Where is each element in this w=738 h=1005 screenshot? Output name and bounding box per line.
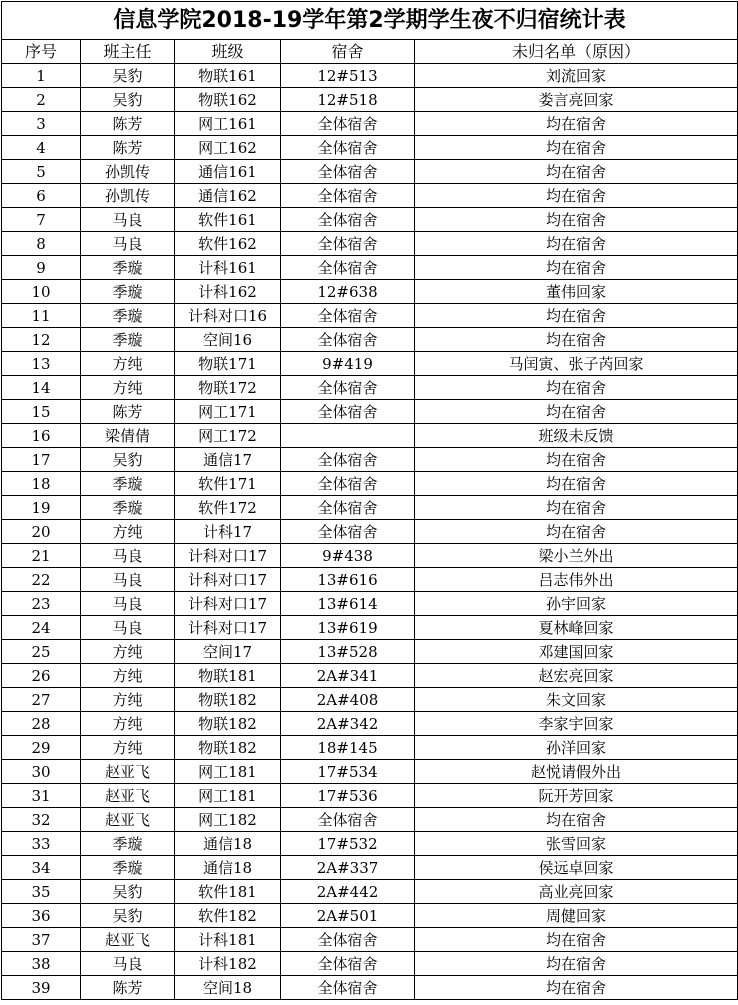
table-row xyxy=(2,112,738,136)
index-cell[interactable]: 10 xyxy=(2,280,81,304)
absent-list-cell[interactable]: 均在宿舍 xyxy=(415,496,738,520)
class-cell[interactable]: 通信18 xyxy=(175,856,281,880)
absent-list-cell[interactable]: 均在宿舍 xyxy=(415,400,738,424)
index-cell[interactable]: 3 xyxy=(2,112,81,136)
head-teacher-cell[interactable]: 马良 xyxy=(81,208,175,232)
head-teacher-cell[interactable]: 季璇 xyxy=(81,472,175,496)
table-row xyxy=(2,784,738,808)
absent-list-cell[interactable]: 均在宿舍 xyxy=(415,448,738,472)
index-cell[interactable]: 36 xyxy=(2,904,81,928)
head-teacher-cell[interactable]: 陈芳 xyxy=(81,400,175,424)
table-row xyxy=(2,592,738,616)
table-row xyxy=(2,928,738,952)
class-cell[interactable]: 计科对口17 xyxy=(175,544,281,568)
table-row xyxy=(2,880,738,904)
absent-list-cell[interactable]: 均在宿舍 xyxy=(415,928,738,952)
absent-list-cell[interactable]: 赵宏亮回家 xyxy=(415,664,738,688)
index-cell[interactable]: 2 xyxy=(2,88,81,112)
absent-list-cell[interactable]: 均在宿舍 xyxy=(415,112,738,136)
dorm-cell[interactable]: 全体宿舍 xyxy=(281,400,415,424)
class-cell[interactable]: 物联161 xyxy=(175,64,281,88)
class-cell[interactable]: 软件162 xyxy=(175,232,281,256)
table-row xyxy=(2,376,738,400)
absent-list-cell[interactable]: 均在宿舍 xyxy=(415,232,738,256)
head-teacher-cell[interactable]: 方纯 xyxy=(81,352,175,376)
class-cell[interactable]: 空间17 xyxy=(175,640,281,664)
class-cell[interactable]: 物联171 xyxy=(175,352,281,376)
index-cell[interactable]: 12 xyxy=(2,328,81,352)
class-cell[interactable]: 计科161 xyxy=(175,256,281,280)
class-cell[interactable]: 网工181 xyxy=(175,784,281,808)
head-teacher-cell[interactable]: 孙凯传 xyxy=(81,184,175,208)
absent-list-cell[interactable]: 均在宿舍 xyxy=(415,208,738,232)
header-cell-absent-list[interactable]: 未归名单（原因） xyxy=(415,40,738,64)
head-teacher-cell[interactable]: 季璇 xyxy=(81,496,175,520)
table-row xyxy=(2,136,738,160)
index-cell[interactable]: 33 xyxy=(2,832,81,856)
index-cell[interactable]: 31 xyxy=(2,784,81,808)
table-row xyxy=(2,184,738,208)
absent-list-cell[interactable]: 阮开芳回家 xyxy=(415,784,738,808)
table-row xyxy=(2,352,738,376)
head-teacher-cell[interactable]: 赵亚飞 xyxy=(81,928,175,952)
dorm-cell[interactable] xyxy=(281,424,415,448)
head-teacher-cell[interactable]: 方纯 xyxy=(81,736,175,760)
head-teacher-cell[interactable]: 方纯 xyxy=(81,664,175,688)
table-row xyxy=(2,496,738,520)
class-cell[interactable]: 计科对口17 xyxy=(175,592,281,616)
index-cell[interactable]: 9 xyxy=(2,256,81,280)
header-cell-index[interactable]: 序号 xyxy=(2,40,81,64)
head-teacher-cell[interactable]: 方纯 xyxy=(81,376,175,400)
index-cell[interactable]: 19 xyxy=(2,496,81,520)
dorm-cell[interactable]: 2A#337 xyxy=(281,856,415,880)
table-title[interactable]: 信息学院2018-19学年第2学期学生夜不归宿统计表 xyxy=(2,2,738,40)
table-row xyxy=(2,208,738,232)
dorm-cell[interactable]: 12#638 xyxy=(281,280,415,304)
spreadsheet-sheet xyxy=(0,1,738,1005)
absent-list-cell[interactable]: 周健回家 xyxy=(415,904,738,928)
index-cell[interactable]: 6 xyxy=(2,184,81,208)
absent-list-cell[interactable]: 均在宿舍 xyxy=(415,136,738,160)
index-cell[interactable]: 20 xyxy=(2,520,81,544)
head-teacher-cell[interactable]: 季璇 xyxy=(81,256,175,280)
class-cell[interactable]: 物联172 xyxy=(175,376,281,400)
head-teacher-cell[interactable]: 马良 xyxy=(81,952,175,976)
dorm-cell[interactable]: 18#145 xyxy=(281,736,415,760)
dorm-cell[interactable]: 全体宿舍 xyxy=(281,112,415,136)
header-row xyxy=(2,40,738,64)
absent-list-cell[interactable]: 均在宿舍 xyxy=(415,472,738,496)
header-cell-dorm[interactable]: 宿舍 xyxy=(281,40,415,64)
dorm-cell[interactable]: 全体宿舍 xyxy=(281,184,415,208)
table-row xyxy=(2,760,738,784)
title-row xyxy=(2,2,738,40)
header-cell-class[interactable]: 班级 xyxy=(175,40,281,64)
head-teacher-cell[interactable]: 方纯 xyxy=(81,712,175,736)
dorm-cell[interactable]: 17#536 xyxy=(281,784,415,808)
dorm-cell[interactable]: 13#614 xyxy=(281,592,415,616)
index-cell[interactable]: 4 xyxy=(2,136,81,160)
index-cell[interactable]: 11 xyxy=(2,304,81,328)
dorm-cell[interactable]: 17#532 xyxy=(281,832,415,856)
dorm-cell[interactable]: 全体宿舍 xyxy=(281,976,415,1000)
dorm-cell[interactable]: 13#619 xyxy=(281,616,415,640)
index-cell[interactable]: 7 xyxy=(2,208,81,232)
absent-list-cell[interactable]: 娄言亮回家 xyxy=(415,88,738,112)
head-teacher-cell[interactable]: 陈芳 xyxy=(81,136,175,160)
dorm-cell[interactable]: 全体宿舍 xyxy=(281,808,415,832)
index-cell[interactable]: 24 xyxy=(2,616,81,640)
absent-list-cell[interactable]: 吕志伟外出 xyxy=(415,568,738,592)
index-cell[interactable]: 16 xyxy=(2,424,81,448)
dorm-cell[interactable]: 全体宿舍 xyxy=(281,472,415,496)
index-cell[interactable]: 37 xyxy=(2,928,81,952)
index-cell[interactable]: 18 xyxy=(2,472,81,496)
table-body xyxy=(2,64,738,1000)
head-teacher-cell[interactable]: 孙凯传 xyxy=(81,160,175,184)
class-cell[interactable]: 空间18 xyxy=(175,976,281,1000)
index-cell[interactable]: 27 xyxy=(2,688,81,712)
head-teacher-cell[interactable]: 赵亚飞 xyxy=(81,784,175,808)
dorm-cell[interactable]: 全体宿舍 xyxy=(281,376,415,400)
table-row xyxy=(2,808,738,832)
class-cell[interactable]: 计科182 xyxy=(175,952,281,976)
table-row xyxy=(2,712,738,736)
index-cell[interactable]: 32 xyxy=(2,808,81,832)
class-cell[interactable]: 网工181 xyxy=(175,760,281,784)
table-row xyxy=(2,400,738,424)
class-cell[interactable]: 通信162 xyxy=(175,184,281,208)
table-row xyxy=(2,280,738,304)
head-teacher-cell[interactable]: 方纯 xyxy=(81,640,175,664)
class-cell[interactable]: 计科对口17 xyxy=(175,616,281,640)
class-cell[interactable]: 物联182 xyxy=(175,736,281,760)
dorm-cell[interactable]: 全体宿舍 xyxy=(281,520,415,544)
head-teacher-cell[interactable]: 梁倩倩 xyxy=(81,424,175,448)
head-teacher-cell[interactable]: 马良 xyxy=(81,592,175,616)
index-cell[interactable]: 30 xyxy=(2,760,81,784)
dorm-cell[interactable]: 全体宿舍 xyxy=(281,136,415,160)
head-teacher-cell[interactable]: 季璇 xyxy=(81,304,175,328)
dorm-cell[interactable]: 全体宿舍 xyxy=(281,160,415,184)
table-row xyxy=(2,424,738,448)
dorm-cell[interactable]: 12#513 xyxy=(281,64,415,88)
head-teacher-cell[interactable]: 赵亚飞 xyxy=(81,808,175,832)
class-cell[interactable]: 网工162 xyxy=(175,136,281,160)
dorm-cell[interactable]: 2A#442 xyxy=(281,880,415,904)
table-row xyxy=(2,328,738,352)
dorm-cell[interactable]: 9#419 xyxy=(281,352,415,376)
table-row xyxy=(2,664,738,688)
absent-list-cell[interactable]: 孙洋回家 xyxy=(415,736,738,760)
class-cell[interactable]: 软件171 xyxy=(175,472,281,496)
head-teacher-cell[interactable]: 吴豹 xyxy=(81,904,175,928)
dorm-cell[interactable]: 9#438 xyxy=(281,544,415,568)
head-teacher-cell[interactable]: 方纯 xyxy=(81,520,175,544)
dorm-cell[interactable]: 全体宿舍 xyxy=(281,928,415,952)
absent-list-cell[interactable]: 赵悦请假外出 xyxy=(415,760,738,784)
absent-list-cell[interactable]: 均在宿舍 xyxy=(415,376,738,400)
head-teacher-cell[interactable]: 吴豹 xyxy=(81,88,175,112)
index-cell[interactable]: 26 xyxy=(2,664,81,688)
absent-list-cell[interactable]: 均在宿舍 xyxy=(415,328,738,352)
dorm-cell[interactable]: 全体宿舍 xyxy=(281,448,415,472)
table-row xyxy=(2,640,738,664)
dorm-cell[interactable]: 2A#408 xyxy=(281,688,415,712)
table-row xyxy=(2,88,738,112)
dorm-cell[interactable]: 2A#501 xyxy=(281,904,415,928)
header-cell-head-teacher[interactable]: 班主任 xyxy=(81,40,175,64)
table-row xyxy=(2,832,738,856)
index-cell[interactable]: 15 xyxy=(2,400,81,424)
index-cell[interactable]: 13 xyxy=(2,352,81,376)
table-row xyxy=(2,736,738,760)
head-teacher-cell[interactable]: 季璇 xyxy=(81,856,175,880)
absent-list-cell[interactable]: 刘流回家 xyxy=(415,64,738,88)
absent-list-cell[interactable]: 朱文回家 xyxy=(415,688,738,712)
head-teacher-cell[interactable]: 方纯 xyxy=(81,688,175,712)
head-teacher-cell[interactable]: 吴豹 xyxy=(81,448,175,472)
head-teacher-cell[interactable]: 吴豹 xyxy=(81,64,175,88)
index-cell[interactable]: 34 xyxy=(2,856,81,880)
head-teacher-cell[interactable]: 马良 xyxy=(81,544,175,568)
table-row xyxy=(2,472,738,496)
absent-list-cell[interactable]: 李家宇回家 xyxy=(415,712,738,736)
dorm-cell[interactable]: 17#534 xyxy=(281,760,415,784)
index-cell[interactable]: 17 xyxy=(2,448,81,472)
table-row xyxy=(2,952,738,976)
index-cell[interactable]: 28 xyxy=(2,712,81,736)
class-cell[interactable]: 网工161 xyxy=(175,112,281,136)
head-teacher-cell[interactable]: 赵亚飞 xyxy=(81,760,175,784)
index-cell[interactable]: 23 xyxy=(2,592,81,616)
class-cell[interactable]: 通信161 xyxy=(175,160,281,184)
dorm-cell[interactable]: 全体宿舍 xyxy=(281,496,415,520)
class-cell[interactable]: 计科对口17 xyxy=(175,568,281,592)
table-row xyxy=(2,568,738,592)
class-cell[interactable]: 物联181 xyxy=(175,664,281,688)
class-cell[interactable]: 计科181 xyxy=(175,928,281,952)
dorm-cell[interactable]: 13#528 xyxy=(281,640,415,664)
dorm-cell[interactable]: 全体宿舍 xyxy=(281,304,415,328)
class-cell[interactable]: 网工171 xyxy=(175,400,281,424)
class-cell[interactable]: 网工182 xyxy=(175,808,281,832)
dorm-cell[interactable]: 全体宿舍 xyxy=(281,208,415,232)
head-teacher-cell[interactable]: 马良 xyxy=(81,568,175,592)
absent-list-cell[interactable]: 均在宿舍 xyxy=(415,808,738,832)
table-row xyxy=(2,544,738,568)
table-row xyxy=(2,256,738,280)
head-teacher-cell[interactable]: 季璇 xyxy=(81,280,175,304)
absent-list-cell[interactable]: 侯远卓回家 xyxy=(415,856,738,880)
index-cell[interactable]: 14 xyxy=(2,376,81,400)
dorm-cell[interactable]: 2A#341 xyxy=(281,664,415,688)
absent-list-cell[interactable]: 马闰寅、张子芮回家 xyxy=(415,352,738,376)
absent-list-cell[interactable]: 董伟回家 xyxy=(415,280,738,304)
head-teacher-cell[interactable]: 陈芳 xyxy=(81,112,175,136)
class-cell[interactable]: 软件161 xyxy=(175,208,281,232)
dorm-absence-table xyxy=(1,1,738,1000)
absent-list-cell[interactable]: 孙宇回家 xyxy=(415,592,738,616)
table-row xyxy=(2,304,738,328)
class-cell[interactable]: 物联182 xyxy=(175,712,281,736)
table-row xyxy=(2,232,738,256)
table-row xyxy=(2,448,738,472)
table-row xyxy=(2,520,738,544)
class-cell[interactable]: 计科对口16 xyxy=(175,304,281,328)
dorm-cell[interactable]: 全体宿舍 xyxy=(281,952,415,976)
index-cell[interactable]: 35 xyxy=(2,880,81,904)
class-cell[interactable]: 空间16 xyxy=(175,328,281,352)
class-cell[interactable]: 通信18 xyxy=(175,832,281,856)
absent-list-cell[interactable]: 均在宿舍 xyxy=(415,304,738,328)
index-cell[interactable]: 22 xyxy=(2,568,81,592)
head-teacher-cell[interactable]: 季璇 xyxy=(81,328,175,352)
head-teacher-cell[interactable]: 马良 xyxy=(81,616,175,640)
dorm-cell[interactable]: 全体宿舍 xyxy=(281,256,415,280)
class-cell[interactable]: 物联182 xyxy=(175,688,281,712)
absent-list-cell[interactable]: 均在宿舍 xyxy=(415,952,738,976)
table-row xyxy=(2,616,738,640)
table-row xyxy=(2,160,738,184)
class-cell[interactable]: 软件172 xyxy=(175,496,281,520)
index-cell[interactable]: 21 xyxy=(2,544,81,568)
table-row xyxy=(2,976,738,1000)
head-teacher-cell[interactable]: 吴豹 xyxy=(81,880,175,904)
table-row xyxy=(2,904,738,928)
absent-list-cell[interactable]: 均在宿舍 xyxy=(415,256,738,280)
table-row xyxy=(2,688,738,712)
dorm-cell[interactable]: 全体宿舍 xyxy=(281,328,415,352)
dorm-cell[interactable]: 13#616 xyxy=(281,568,415,592)
absent-list-cell[interactable]: 班级未反馈 xyxy=(415,424,738,448)
class-cell[interactable]: 通信17 xyxy=(175,448,281,472)
class-cell[interactable]: 计科17 xyxy=(175,520,281,544)
class-cell[interactable]: 物联162 xyxy=(175,88,281,112)
index-cell[interactable]: 38 xyxy=(2,952,81,976)
absent-list-cell[interactable]: 均在宿舍 xyxy=(415,976,738,1000)
class-cell[interactable]: 软件182 xyxy=(175,904,281,928)
dorm-cell[interactable]: 12#518 xyxy=(281,88,415,112)
head-teacher-cell[interactable]: 季璇 xyxy=(81,832,175,856)
absent-list-cell[interactable]: 均在宿舍 xyxy=(415,520,738,544)
index-cell[interactable]: 25 xyxy=(2,640,81,664)
head-teacher-cell[interactable]: 马良 xyxy=(81,232,175,256)
index-cell[interactable]: 8 xyxy=(2,232,81,256)
table-row xyxy=(2,64,738,88)
index-cell[interactable]: 39 xyxy=(2,976,81,1000)
absent-list-cell[interactable]: 均在宿舍 xyxy=(415,160,738,184)
absent-list-cell[interactable]: 梁小兰外出 xyxy=(415,544,738,568)
dorm-cell[interactable]: 全体宿舍 xyxy=(281,232,415,256)
absent-list-cell[interactable]: 张雪回家 xyxy=(415,832,738,856)
index-cell[interactable]: 5 xyxy=(2,160,81,184)
absent-list-cell[interactable]: 夏林峰回家 xyxy=(415,616,738,640)
absent-list-cell[interactable]: 邓建国回家 xyxy=(415,640,738,664)
dorm-cell[interactable]: 2A#342 xyxy=(281,712,415,736)
class-cell[interactable]: 计科162 xyxy=(175,280,281,304)
index-cell[interactable]: 1 xyxy=(2,64,81,88)
absent-list-cell[interactable]: 高业亮回家 xyxy=(415,880,738,904)
class-cell[interactable]: 网工172 xyxy=(175,424,281,448)
absent-list-cell[interactable]: 均在宿舍 xyxy=(415,184,738,208)
table-row xyxy=(2,856,738,880)
class-cell[interactable]: 软件181 xyxy=(175,880,281,904)
index-cell[interactable]: 29 xyxy=(2,736,81,760)
head-teacher-cell[interactable]: 陈芳 xyxy=(81,976,175,1000)
